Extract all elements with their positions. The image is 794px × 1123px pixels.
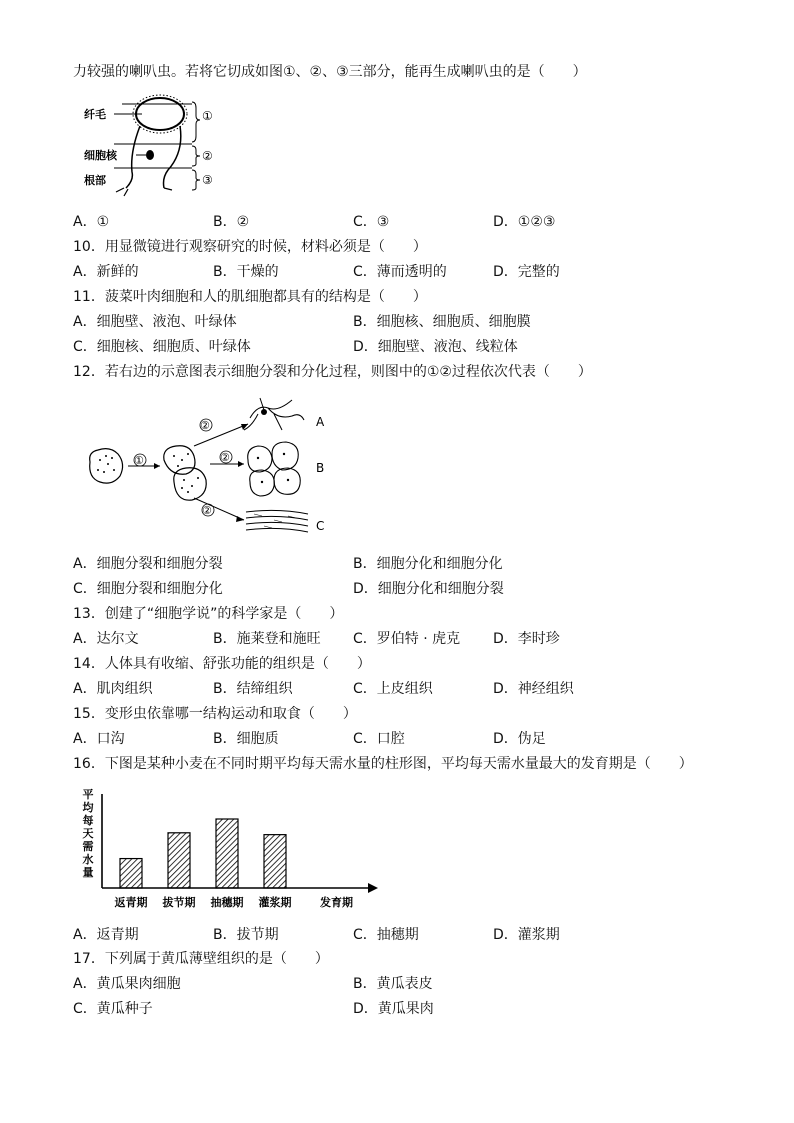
q15-option-c: C．口腔 [353, 731, 405, 747]
q9-stem: 力较强的喇叭虫。若将它切成如图①、②、③三部分，能再生成喇叭虫的是（ ） [73, 64, 587, 80]
q10-stem: 10．用显微镜进行观察研究的时候，材料必须是（ ） [73, 239, 427, 255]
q11-stem: 11．菠菜叶肉细胞和人的肌细胞都具有的结构是（ ） [73, 289, 427, 305]
q9-option-b: B．② [213, 214, 250, 230]
bar-2 [168, 833, 190, 888]
q15-stem: 15．变形虫依靠哪一结构运动和取食（ ） [73, 706, 357, 722]
root-label: 根部 [84, 174, 106, 187]
q16-option-d: D．灌浆期 [493, 927, 560, 943]
q14-option-a: A．肌肉组织 [73, 681, 153, 697]
q16-stem: 16．下图是某种小麦在不同时期平均每天需水量的柱形图，平均每天需水量最大的发育期是（ ） [73, 756, 693, 772]
x-tick-label-3: 抽穗期 [210, 896, 244, 909]
bar-4 [264, 835, 286, 888]
step2-label-c: ② [202, 504, 212, 517]
step1-label: ① [134, 454, 144, 467]
bar-1 [120, 859, 142, 888]
q12-option-b: B．细胞分化和细胞分化 [353, 556, 503, 572]
q13-option-a: A．达尔文 [73, 631, 139, 647]
q12-cell-division-figure [78, 390, 338, 542]
q11-option-b: B．细胞核、细胞质、细胞膜 [353, 314, 531, 330]
q12-option-c: C．细胞分裂和细胞分化 [73, 581, 223, 597]
q9-option-a: A．① [73, 214, 110, 230]
x-tick-label-2: 拔节期 [162, 896, 196, 909]
q11-option-c: C．细胞核、细胞质、叶绿体 [73, 339, 251, 355]
label-c: C [316, 519, 325, 533]
q15-option-a: A．口沟 [73, 731, 125, 747]
part2-label: ② [202, 149, 213, 163]
x-axis-label: 发育期 [320, 896, 353, 909]
q17-option-c: C．黄瓜种子 [73, 1001, 153, 1017]
q16-option-b: B．拔节期 [213, 927, 279, 943]
q12-option-a: A．细胞分裂和细胞分裂 [73, 556, 223, 572]
q13-option-b: B．施莱登和施旺 [213, 631, 321, 647]
q9-option-d: D．①②③ [493, 214, 556, 230]
q10-option-d: D．完整的 [493, 264, 560, 280]
q10-option-a: A．新鲜的 [73, 264, 139, 280]
q17-stem: 17．下列属于黄瓜薄壁组织的是（ ） [73, 951, 329, 967]
q14-option-c: C．上皮组织 [353, 681, 433, 697]
q16-option-c: C．抽穗期 [353, 927, 419, 943]
q11-option-d: D．细胞壁、液泡、线粒体 [353, 339, 518, 355]
q17-option-b: B．黄瓜表皮 [353, 976, 433, 992]
q10-option-b: B．干燥的 [213, 264, 279, 280]
step2-label-a: ② [200, 419, 210, 432]
q16-option-a: A．返青期 [73, 927, 139, 943]
q16-water-bar-chart [76, 784, 386, 914]
y-axis-label [83, 787, 95, 879]
bar-3 [216, 819, 238, 888]
step2-label-b: ② [220, 451, 230, 464]
q10-option-c: C．薄而透明的 [353, 264, 447, 280]
part3-label: ③ [202, 173, 213, 187]
label-b: B [316, 461, 325, 475]
q9-option-c: C．③ [353, 214, 390, 230]
q12-option-d: D．细胞分化和细胞分裂 [353, 581, 504, 597]
q15-option-b: B．细胞质 [213, 731, 279, 747]
cilia-label: 纤毛 [84, 108, 106, 121]
part1-label: ① [202, 109, 213, 123]
q9-trumpet-worm-figure [80, 92, 220, 200]
q14-option-d: D．神经组织 [493, 681, 574, 697]
x-tick-label-1: 返青期 [114, 896, 148, 909]
q13-stem: 13．创建了“细胞学说”的科学家是（ ） [73, 606, 344, 622]
q11-option-a: A．细胞壁、液泡、叶绿体 [73, 314, 237, 330]
q17-option-d: D．黄瓜果肉 [353, 1001, 434, 1017]
q12-stem: 12．若右边的示意图表示细胞分裂和分化过程，则图中的①②过程依次代表（ ） [73, 364, 592, 380]
q14-stem: 14．人体具有收缩、舒张功能的组织是（ ） [73, 656, 371, 672]
q17-option-a: A．黄瓜果肉细胞 [73, 976, 181, 992]
y-axis-label-text: 平均每天需水量 [82, 788, 94, 879]
q13-option-c: C．罗伯特 · 虎克 [353, 631, 461, 647]
nucleus-label: 细胞核 [84, 149, 117, 162]
q13-option-d: D．李时珍 [493, 631, 560, 647]
q14-option-b: B．结缔组织 [213, 681, 293, 697]
q15-option-d: D．伪足 [493, 731, 546, 747]
x-tick-label-4: 灌浆期 [258, 896, 292, 909]
label-a: A [316, 415, 325, 429]
